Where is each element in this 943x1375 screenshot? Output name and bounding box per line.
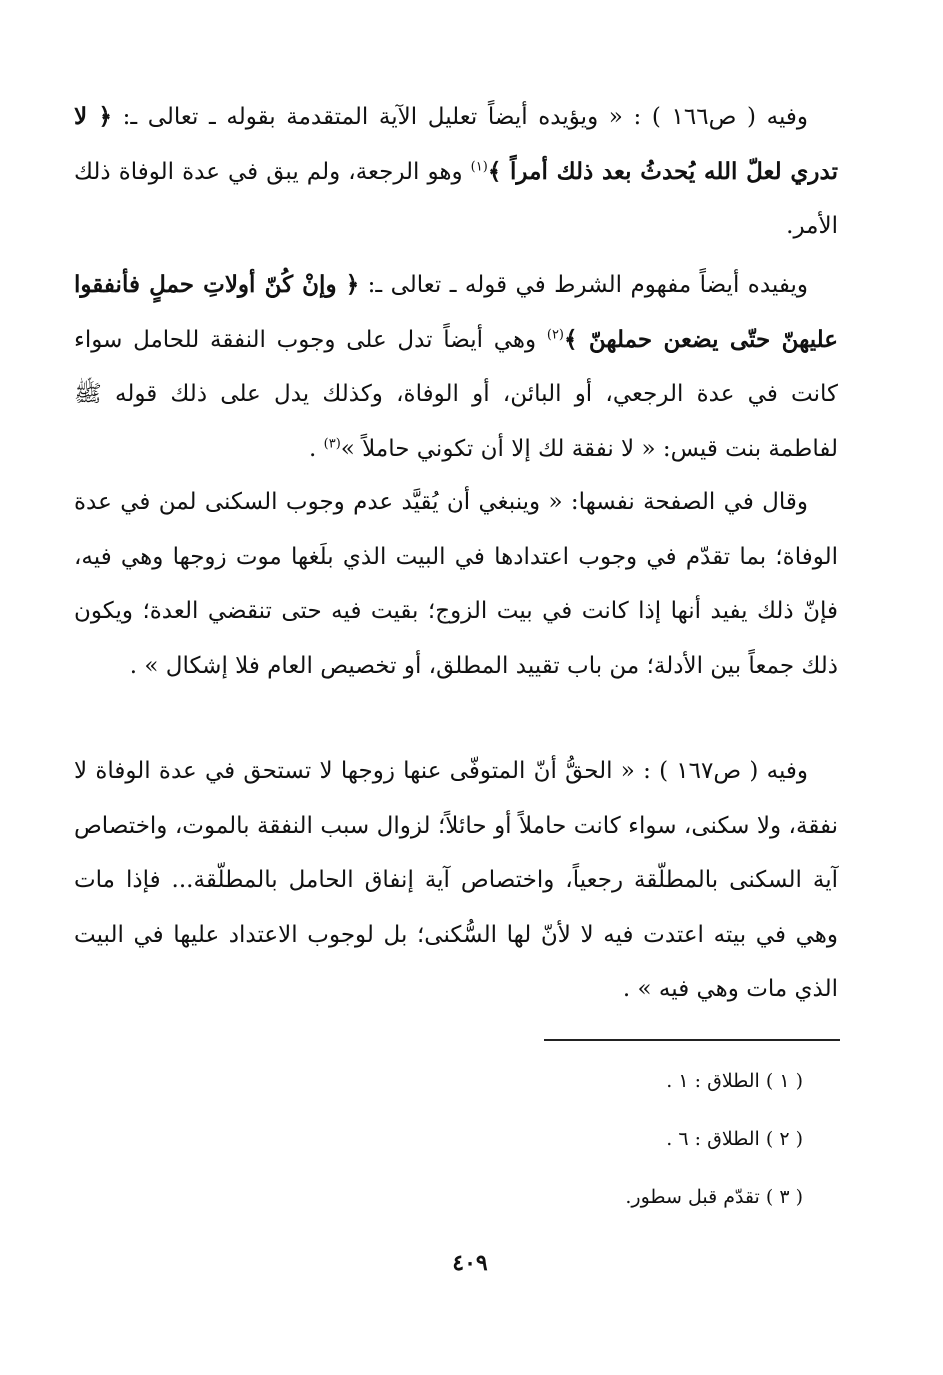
paragraph-2-text-b: وهي أيضاً تدل على وجوب النفقة للحامل سواء كانت في عدة الرجعي، أو البائن، أو الوفاة، وكذلك يدل على ذلك قوله ﷺ لفاطمة بنت قيس: « لا نفقة لك إلا أن تكوني حاملاً » (74, 326, 838, 462)
footnote-2: ( ٢ ) الطلاق : ٦ . (666, 1128, 803, 1150)
paragraph-1-text-b: وهو الرجعة، ولم يبق في عدة الوفاة ذلك الأمر. (74, 158, 838, 239)
paragraph-3-text: وقال في الصفحة نفسها: « وينبغي أن يُقيَّد عدم وجوب السكنى لمن في عدة الوفاة؛ بما تقدّم في وجوب اعتدادها في البيت الذي بلَغها موت زوجها وهي فيه، فإنّ ذلك يفيد أنها إذا كانت في بيت الزوج؛ بقيت فيه حتى تنقضي العدة؛ ويكون ذلك جمعاً بين الأدلة؛ من باب تقييد المطلق، أو تخصيص العام فلا إشكال » . (74, 489, 838, 679)
footnote-ref-1: (١) (470, 158, 488, 174)
paragraph-1 (74, 90, 838, 254)
paragraph-2-text-c: . (309, 435, 324, 462)
paragraph-2-text-a: ويفيده أيضاً مفهوم الشرط في قوله ـ تعالى ـ: (359, 272, 808, 298)
footnotes (383, 1062, 803, 1236)
quran-quote: ﴿ لا تدري لعلّ الله يُحدثُ بعد ذلك أمراً ﴾ (74, 103, 838, 185)
footnote-ref-2: (٢) (546, 326, 564, 342)
paragraph-3 (74, 475, 838, 693)
quran-quote: ﴿ وإنْ كُنّ أولاتِ حملٍ فأنفقوا عليهنّ حتّى يضعن حملهنّ ﴾ (74, 271, 838, 353)
footnote-ref-3: (٣) (323, 435, 341, 451)
paragraph-4 (74, 744, 838, 1017)
paragraph-1-text-a: وفيه ( ص١٦٦ ) : « ويؤيده أيضاً تعليل الآية المتقدمة بقوله ـ تعالى ـ: (111, 104, 808, 130)
footnote-3: ( ٣ ) تقدّم قبل سطور. (625, 1186, 803, 1208)
footnote-divider (544, 1039, 840, 1041)
paragraph-2 (74, 258, 838, 476)
footnote-1: ( ١ ) الطلاق : ١ . (666, 1070, 803, 1092)
paragraph-4-text: وفيه ( ص١٦٧ ) : « الحقُّ أنّ المتوفّى عنها زوجها لا تستحق في عدة الوفاة لا نفقة، ولا سكنى، سواء كانت حاملاً أو حائلاً؛ لزوال سبب النفقة بالموت، واختصاص آية السكنى بالمطلّقة رجعياً، واختصاص آية إنفاق الحامل بالمطلّقة... فإذا مات وهي في بيته اعتدت فيه لا لأنّ لها السُّكنى؛ بل لوجوب الاعتداد عليها في البيت الذي مات وهي فيه » . (74, 758, 838, 1002)
page-number: ٤٠٩ (452, 1250, 488, 1276)
